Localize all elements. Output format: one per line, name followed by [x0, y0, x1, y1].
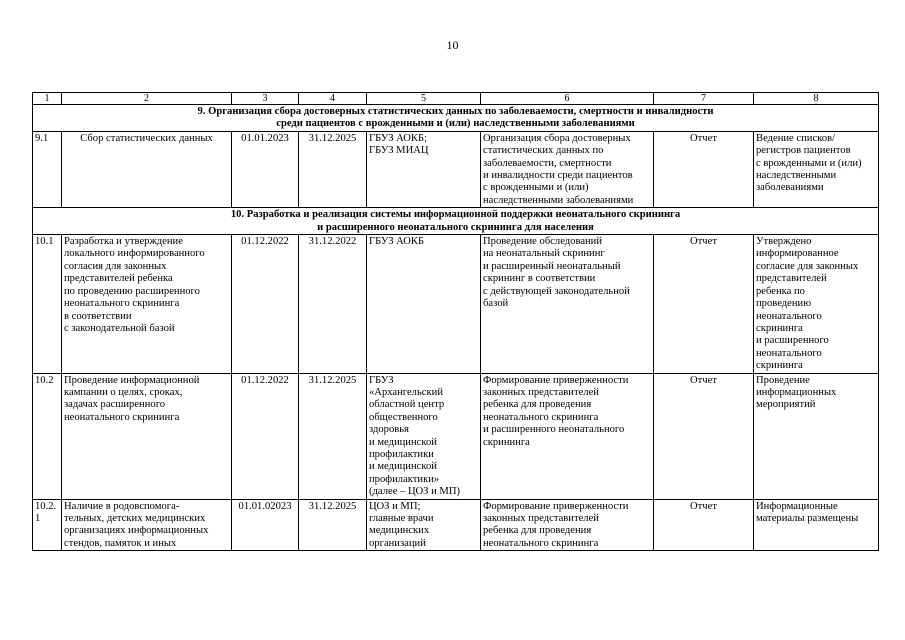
table-row	[33, 373, 879, 499]
activity-name: Наличие в родовспомога- тельных, детских медицинских организациях информационных стендов, памяток и иных	[62, 499, 232, 551]
row-number: 10.2	[33, 373, 62, 499]
column-numbers-row	[33, 93, 879, 105]
control-form: Отчет	[654, 235, 754, 373]
executor: ГБУЗ «Архангельский областной центр общественного здоровья и медицинской профилактики и медицинской профилактики» (далее – ЦОЗ и МП)	[367, 373, 481, 499]
end-date: 31.12.2025	[299, 499, 367, 551]
indicator: Ведение списков/ регистров пациентов с врожденными и (или) наследственными заболеваниями	[754, 131, 879, 207]
column-number: 3	[232, 93, 299, 105]
expected-result: Формирование приверженности законных представителей ребенка для проведения неонатального скрининга и расширенного неонатального скрининга	[481, 373, 654, 499]
row-number: 10.2.1	[33, 499, 62, 551]
column-number: 2	[62, 93, 232, 105]
table-row	[33, 131, 879, 207]
indicator: Информационные материалы размещены	[754, 499, 879, 551]
executor: ГБУЗ АОКБ; ГБУЗ МИАЦ	[367, 131, 481, 207]
expected-result: Формирование приверженности законных представителей ребенка для проведения неонатального скрининга	[481, 499, 654, 551]
start-date: 01.01.02023	[232, 499, 299, 551]
section-10-title: 10. Разработка и реализация системы информационной поддержки неонатального скрининга и расширенного неонатального скрининга для населения	[33, 208, 879, 235]
start-date: 01.12.2022	[232, 373, 299, 499]
table-row	[33, 499, 879, 551]
section-heading-row	[33, 105, 879, 132]
row-number: 10.1	[33, 235, 62, 373]
end-date: 31.12.2025	[299, 131, 367, 207]
executor: ГБУЗ АОКБ	[367, 235, 481, 373]
end-date: 31.12.2025	[299, 373, 367, 499]
column-number: 7	[654, 93, 754, 105]
table-row	[33, 235, 879, 373]
section-9-title: 9. Организация сбора достоверных статистических данных по заболеваемости, смертности и инвалидности среди пациентов с врожденными и (или) наследственными заболеваниями	[33, 105, 879, 132]
activity-name: Проведение информационной кампании о целях, сроках, задачах расширенного неонатального скрининга	[62, 373, 232, 499]
activity-name: Сбор статистических данных	[62, 131, 232, 207]
activity-name: Разработка и утверждение локального информированного согласия для законных представителей ребенка по проведению расширенного неонатального скрининга в соответствии с законодательной базой	[62, 235, 232, 373]
expected-result: Проведение обследований на неонатальный скрининг и расширенный неонатальный скрининг в соответствии с действующей законодательной базой	[481, 235, 654, 373]
start-date: 01.12.2022	[232, 235, 299, 373]
plan-table	[32, 92, 879, 551]
indicator: Проведение информационных мероприятий	[754, 373, 879, 499]
column-number: 5	[367, 93, 481, 105]
column-number: 8	[754, 93, 879, 105]
control-form: Отчет	[654, 499, 754, 551]
row-number: 9.1	[33, 131, 62, 207]
end-date: 31.12.2022	[299, 235, 367, 373]
column-number: 4	[299, 93, 367, 105]
executor: ЦОЗ и МП; главные врачи медицинских организаций	[367, 499, 481, 551]
expected-result: Организация сбора достоверных статистических данных по заболеваемости, смертности и инвалидности среди пациентов с врожденными и (или) наследственными заболеваниями	[481, 131, 654, 207]
indicator: Утверждено информированное согласие для законных представителей ребенка по проведению неонатального скрининга и расширенного неонатального скрининга	[754, 235, 879, 373]
control-form: Отчет	[654, 131, 754, 207]
column-number: 1	[33, 93, 62, 105]
start-date: 01.01.2023	[232, 131, 299, 207]
page-number: 10	[446, 38, 459, 52]
column-number: 6	[481, 93, 654, 105]
control-form: Отчет	[654, 373, 754, 499]
section-heading-row	[33, 208, 879, 235]
